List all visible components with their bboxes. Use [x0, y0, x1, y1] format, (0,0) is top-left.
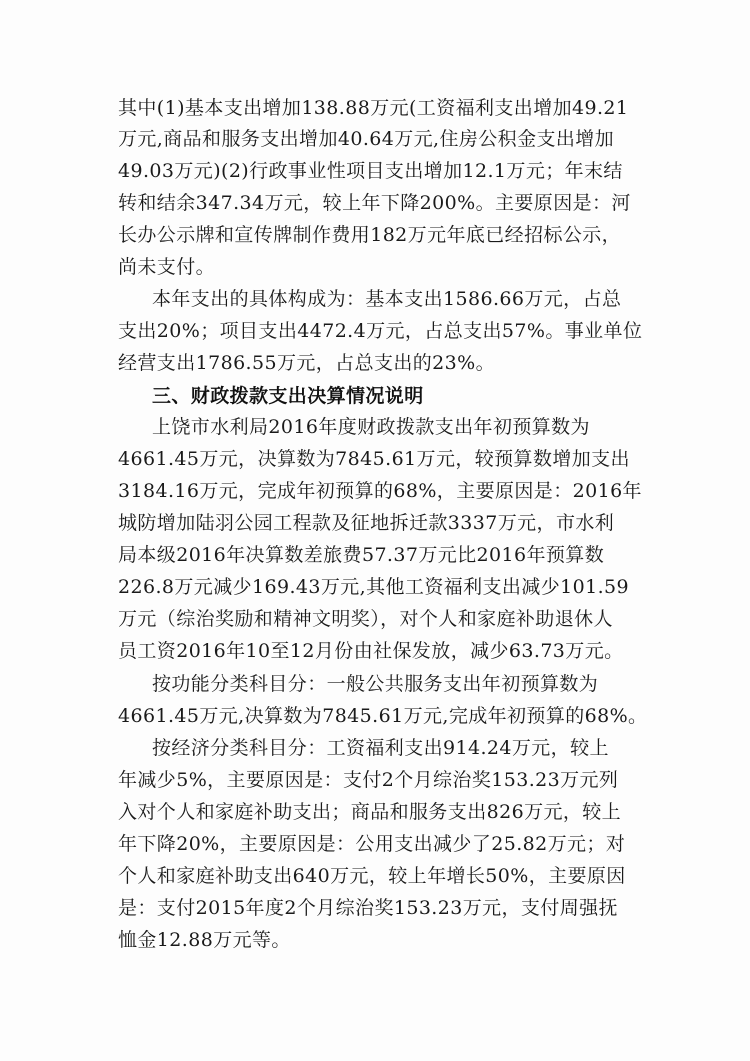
text-line: 4661.45万元，决算数为7845.61万元，较预算数增加支出 [118, 448, 630, 470]
text-line: 城防增加陆羽公园工程款及征地拆迁款3337万元，市水利 [118, 512, 615, 534]
text-line: 经营支出1786.55万元，占总支出的23%。 [118, 352, 496, 374]
text-line: 226.8万元减少169.43万元,其他工资福利支出减少101.59 [118, 576, 629, 598]
paragraph-first-line: 本年支出的具体构成为：基本支出1586.66万元，占总 [152, 288, 622, 310]
text-line: 转和结余347.34万元，较上年下降200%。主要原因是：河 [118, 192, 631, 214]
section-heading: 三、财政拨款支出决算情况说明 [152, 385, 424, 407]
text-line: 是：支付2015年度2个月综治奖153.23万元，支付周强抚 [118, 897, 618, 919]
text-line: 49.03万元)(2)行政事业性项目支出增加12.1万元；年末结 [118, 160, 623, 182]
text-line: 个人和家庭补助支出640万元，较上年增长50%，主要原因 [118, 865, 626, 887]
text-line: 尚未支付。 [118, 256, 216, 278]
text-line: 年减少5%，主要原因是：支付2个月综治奖153.23万元列 [118, 769, 619, 791]
text-line: 恤金12.88万元等。 [118, 929, 291, 951]
text-line: 4661.45万元,决算数为7845.61万元,完成年初预算的68%。 [118, 705, 648, 727]
paragraph-first-line: 按经济分类科目分：工资福利支出914.24万元，较上 [152, 737, 609, 759]
text-line: 万元（综治奖励和精神文明奖），对个人和家庭补助退休人 [118, 608, 613, 630]
text-line: 支出20%；项目支出4472.4万元，占总支出57%。事业单位 [118, 320, 643, 342]
text-line: 长办公示牌和宣传牌制作费用182万元年底已经招标公示， [118, 224, 622, 246]
paragraph-first-line: 按功能分类科目分：一般公共服务支出年初预算数为 [152, 673, 599, 695]
text-line: 员工资2016年10至12月份由社保发放，减少63.73万元。 [118, 640, 624, 662]
text-line: 局本级2016年决算数差旅费57.37万元比2016年预算数 [118, 544, 605, 566]
text-line: 其中(1)基本支出增加138.88万元(工资福利支出增加49.21 [118, 97, 629, 119]
text-line: 年下降20%，主要原因是：公用支出减少了25.82万元；对 [118, 833, 626, 855]
text-line: 3184.16万元，完成年初预算的68%，主要原因是：2016年 [118, 480, 642, 502]
paragraph-first-line: 上饶市水利局2016年度财政拨款支出年初预算数为 [152, 416, 590, 438]
text-line: 万元,商品和服务支出增加40.64万元,住房公积金支出增加 [118, 128, 615, 150]
text-line: 入对个人和家庭补助支出；商品和服务支出826万元，较上 [118, 801, 622, 823]
